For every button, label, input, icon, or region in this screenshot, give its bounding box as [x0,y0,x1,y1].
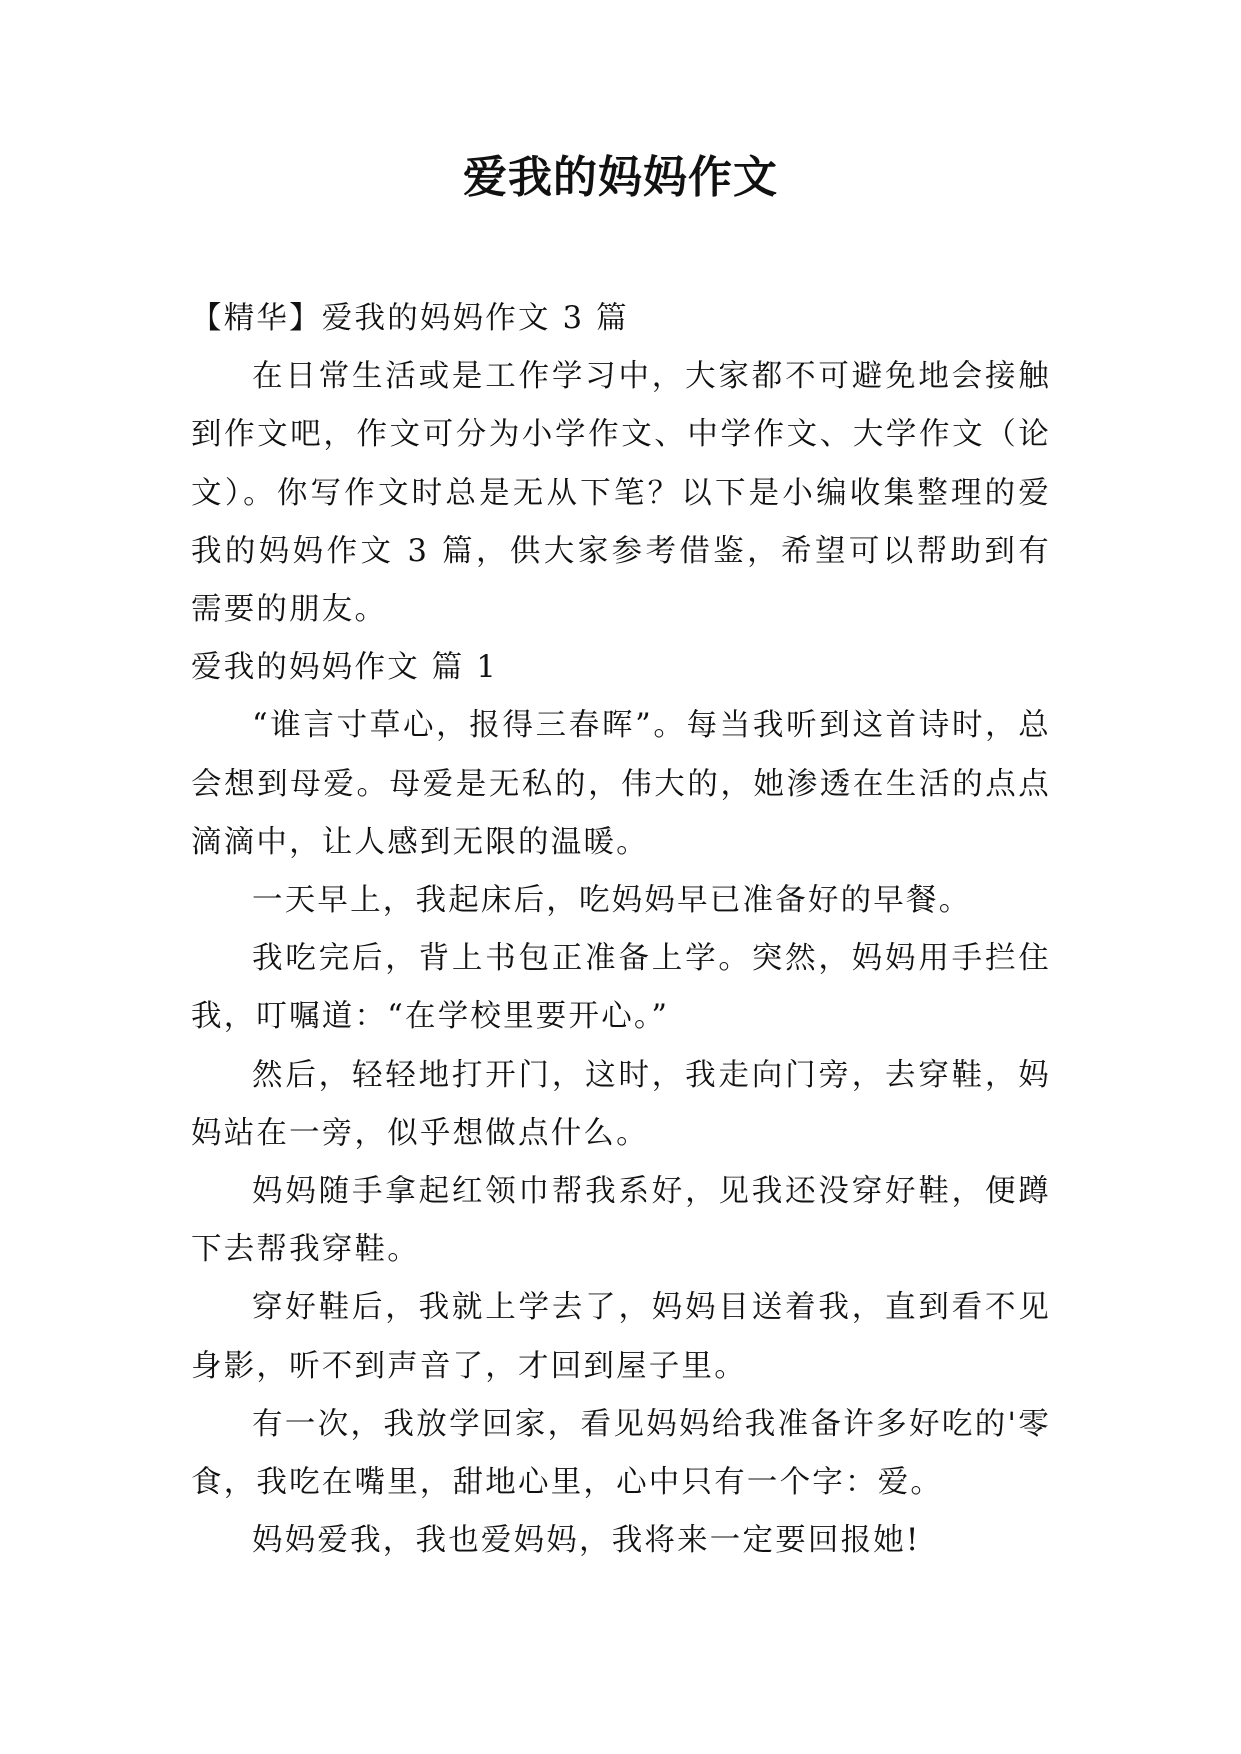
document-body [191,290,1051,1570]
document-subtitle: 【精华】爱我的妈妈作文 3 篇 [191,301,629,336]
body-paragraph: “谁言寸草心，报得三春晖”。每当我听到这首诗时，总会想到母爱。母爱是无私的，伟大的，她渗透在生活的点点滴滴中，让人感到无限的温暖。 [191,708,1051,860]
body-paragraph: 穿好鞋后，我就上学去了，妈妈目送着我，直到看不见身影，听不到声音了，才回到屋子里。 [191,1290,1051,1384]
body-paragraph: 一天早上，我起床后，吃妈妈早已准备好的早餐。 [252,883,972,919]
intro-paragraph: 在日常生活或是工作学习中，大家都不可避免地会接触到作文吧，作文可分为小学作文、中学作文、大学作文（论文）。你写作文时总是无从下笔？以下是小编收集整理的爱我的妈妈作文 3 篇，供大家参考借鉴，希望可以帮助到有需要的朋友。 [191,359,1051,628]
section-heading: 爱我的妈妈作文 篇 1 [191,650,498,686]
document-title: 爱我的妈妈作文 [463,152,778,203]
body-paragraph: 有一次，我放学回家，看见妈妈给我准备许多好吃的'零食，我吃在嘴里，甜地心里，心中只有一个字：爱。 [191,1406,1051,1501]
body-paragraph: 妈妈爱我，我也爱妈妈，我将来一定要回报她! [252,1523,921,1559]
body-paragraph: 我吃完后，背上书包正准备上学。突然，妈妈用手拦住我，叮嘱道：“在学校里要开心。” [191,941,1051,1035]
body-paragraph: 妈妈随手拿起红领巾帮我系好，见我还没穿好鞋，便蹲下去帮我穿鞋。 [191,1174,1051,1268]
body-paragraph: 然后，轻轻地打开门，这时，我走向门旁，去穿鞋，妈妈站在一旁，似乎想做点什么。 [191,1057,1051,1151]
